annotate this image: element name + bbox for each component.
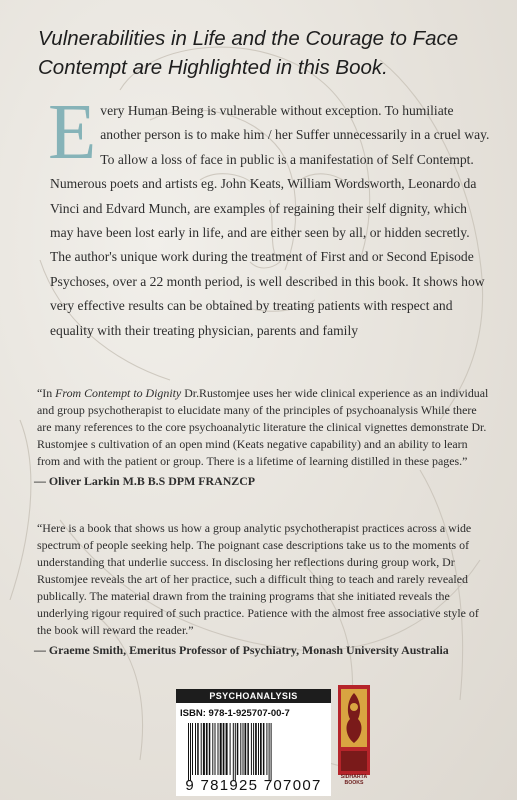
- barcode-bar: [203, 723, 205, 775]
- quote-text: Dr.Rustomjee uses her wide clinical experience as an individual and group psychotherapist to elucidate many of the principles of psychoanalysis While there are many references to the core psychoanalytic literature the clinical vignettes demonstrate Dr. Rustomjee s cultivation of an open mind (Keats negative capability) and an ability to learn from and with the patient or group. There is a lifetime of learning distilled in these pages.”: [37, 386, 489, 468]
- quote-open: “In: [37, 386, 56, 400]
- quote-text: Here is a book that shows us how a group analytic psychotherapist practices across a wide spectrum of people seeking help. The poignant case descriptions take us to the moments of understanding that underlie success. In disclosing her reflections during group work, Dr Rustomjee reveals the art of her practice, such a difficult thing to teach and rarely revealed publically. The material drawn from the training programs that she initiated reveals the underlying rigour required of such practice. Patience with the almost free associative style of the book will reward the reader.”: [37, 521, 479, 637]
- barcode-bar: [220, 723, 222, 775]
- barcode-bar: [263, 723, 265, 775]
- barcode-bar: [230, 723, 231, 775]
- barcode-bar: [240, 723, 241, 775]
- headline: Vulnerabilities in Life and the Courage to Face Contempt are Highlighted in this Book.: [38, 27, 459, 79]
- barcode-digits: 9 781925 707007: [185, 777, 322, 794]
- barcode-bar: [253, 723, 254, 775]
- barcode-bar: [258, 723, 259, 775]
- barcode-bar: [247, 723, 249, 775]
- quote-attribution: — Graeme Smith, Emeritus Professor of Psychiatry, Monash University Australia: [34, 643, 449, 657]
- intro-paragraph: The author's unique work during the treatment of First and or Second Episode Psychoses, over a 22 month period, is well described in this book. It shows how very effective results can be obtained by treating patients with respect and equality with their treating physician, parents and family: [50, 249, 485, 338]
- barcode-bar: [245, 723, 247, 775]
- isbn-box: [176, 703, 331, 796]
- barcode-bar: [255, 723, 257, 775]
- drop-cap: E: [48, 89, 97, 176]
- endorsement-larkin: [34, 385, 489, 490]
- barcode-bar: [269, 723, 270, 781]
- barcode-bar: [195, 723, 196, 775]
- barcode-bar: [197, 723, 199, 775]
- barcode-bar: [192, 723, 193, 775]
- barcode-bar: [218, 723, 219, 775]
- barcode-bar: [237, 723, 239, 775]
- barcode-bar: [212, 723, 213, 775]
- isbn-number: ISBN: 978-1-925707-00-7: [180, 708, 290, 719]
- endorsements: [34, 385, 489, 659]
- intro-paragraph: Numerous poets and artists eg. John Keats, William Wordsworth, Leonardo da Vinci and Edvard Munch, are examples of regaining their self dignity, which may have been lost early in life, and are either seen by all, or hidden secretly.: [50, 176, 477, 241]
- quote-open: “: [37, 521, 43, 535]
- barcode-bar: [266, 723, 267, 775]
- category-label: PSYCHOANALYSIS: [176, 689, 331, 703]
- barcode-bar: [209, 723, 211, 775]
- barcode-bar: [190, 723, 191, 781]
- barcode-bar: [201, 723, 202, 775]
- book-title: From Contempt to Dignity: [55, 386, 182, 400]
- barcode-bar: [260, 723, 262, 775]
- barcode-bar: [215, 723, 216, 775]
- intro-paragraph: very Human Being is vulnerable without exception. To humiliate another person is to make him / her Suffer unnecessarily in a cruel way. To allow a loss of face in public is a manifestation of Self Contempt.: [100, 103, 490, 167]
- quote-attribution: — Oliver Larkin M.B B.S DPM FRANZCP: [34, 474, 256, 488]
- publisher-logo: [338, 685, 370, 777]
- barcode-bar: [206, 723, 208, 775]
- barcode-bar: [251, 723, 252, 775]
- publisher-name: SIDHARTA BOOKS: [340, 774, 368, 786]
- endorsement-smith: [34, 520, 489, 659]
- barcode-bar: [271, 723, 272, 781]
- barcode-bar: [243, 723, 244, 775]
- barcode-block: [176, 689, 331, 796]
- barcode-bar: [235, 723, 236, 781]
- barcode-bar: [188, 723, 189, 781]
- barcode-bar: [226, 723, 228, 775]
- intro-text: [48, 89, 490, 343]
- barcode: [186, 723, 326, 781]
- barcode-bar: [233, 723, 234, 781]
- barcode-bar: [223, 723, 225, 775]
